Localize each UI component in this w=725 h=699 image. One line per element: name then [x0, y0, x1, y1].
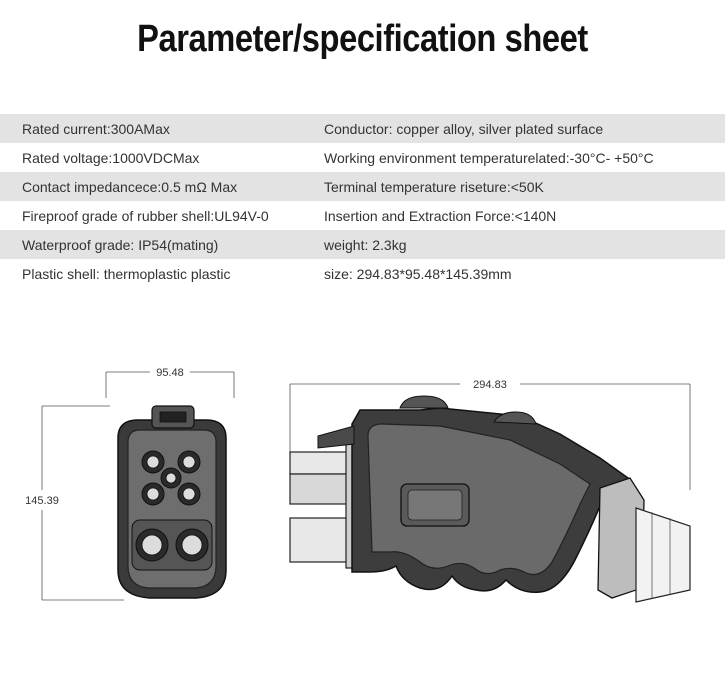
spec-row: [0, 201, 725, 230]
width-dimension-label: 95.48: [156, 367, 184, 379]
spec-row: [0, 259, 725, 288]
spec-left: Rated current:300AMax: [22, 120, 170, 137]
spec-right: Working environment temperaturelated:-30°C- +50°C: [324, 149, 654, 166]
spec-row: [0, 230, 725, 259]
spec-left: Rated voltage:1000VDCMax: [22, 149, 200, 166]
spec-left: Waterproof grade: IP54(mating): [22, 236, 219, 253]
spec-row: [0, 143, 725, 172]
spec-left: Contact impedancece:0.5 mΩ Max: [22, 178, 238, 195]
spec-right: Conductor: copper alloy, silver plated surface: [324, 120, 604, 137]
front-view: [42, 372, 234, 600]
spec-right: Insertion and Extraction Force:<140N: [324, 207, 557, 224]
spec-row: [0, 172, 725, 201]
spec-right: size: 294.83*95.48*145.39mm: [324, 265, 512, 282]
spec-row: [0, 114, 725, 143]
connector-drawing: [0, 340, 725, 699]
height-dimension-label: 145.39: [25, 495, 59, 507]
spec-right: weight: 2.3kg: [324, 236, 407, 253]
side-view: [290, 384, 690, 602]
page-title: Parameter/specification sheet: [137, 18, 588, 60]
spec-left: Fireproof grade of rubber shell:UL94V-0: [22, 207, 269, 224]
spec-left: Plastic shell: thermoplastic plastic: [22, 265, 231, 282]
spec-table: [0, 114, 725, 288]
length-dimension-label: 294.83: [473, 379, 507, 391]
spec-right: Terminal temperature riseture:<50K: [324, 178, 544, 195]
